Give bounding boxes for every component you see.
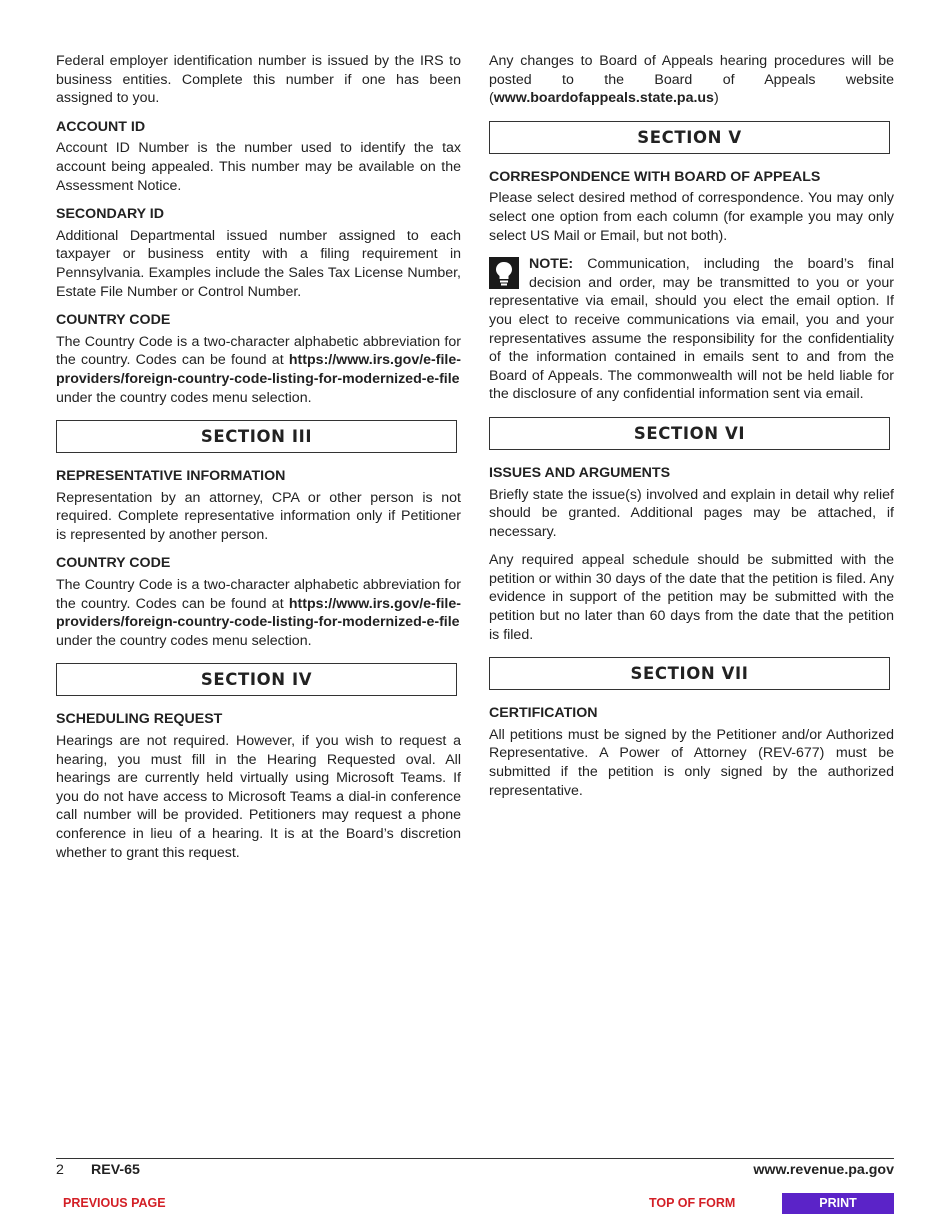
lightbulb-icon (489, 257, 519, 289)
section-vii-header: SECTION VII (489, 657, 890, 690)
form-id: REV-65 (91, 1162, 140, 1178)
certification-text: All petitions must be signed by the Petitioner and/or Authorized Representative. A Power of Attorney (REV-677) must be submitted if the petition is only signed by the authorized representative. (489, 726, 894, 799)
page-number: 2 (56, 1162, 64, 1178)
note-text: Communication, including the board’s final decision and order, may be transmitted to you or your representative via email, should you elect the email option. If you elect to receive communications via email, you and your representatives assume the responsibility for the confidentiality of the information contained in emails sent to and from the Board of Appeals. The commonwealth will not be held liable for the disclosure of any confidential information sent via email. (489, 256, 894, 403)
scheduling-text: Hearings are not required. However, if you wish to request a hearing, you must fill in the Hearing Requested oval. All hearings are currently held virtually using Microsoft Teams. If you do not have access to Microsoft Teams a dial-in conference call number will be provided. Petitioners may request a phone conference in lieu of a hearing. It is at the Board’s discretion whether to grant this request. (56, 733, 461, 861)
representative-text: Representation by an attorney, CPA or other person is not required. Complete representative information only if Petitioner is represented by another person. (56, 489, 461, 543)
country-code-text-after: under the country codes menu selection. (56, 389, 312, 406)
issues-heading: ISSUES AND ARGUMENTS (489, 464, 671, 481)
note-paragraph (489, 255, 894, 404)
section-vi-header: SECTION VI (489, 417, 890, 450)
footer-website[interactable]: www.revenue.pa.gov (753, 1162, 894, 1178)
section-iv-header: SECTION IV (56, 663, 457, 696)
country-code-2-text-before: The Country Code is a two-character alphabetic abbreviation for the country. Codes can be found at (56, 577, 461, 612)
country-code-link[interactable]: https://www.irs.gov/e-file-providers/foreign-country-code-listing-for-modernized-e-file (56, 352, 461, 387)
previous-page-button[interactable]: PREVIOUS PAGE (63, 1196, 166, 1210)
secondary-id-heading: SECONDARY ID (56, 206, 164, 223)
secondary-id-text: Additional Departmental issued number assigned to each taxpayer or business entity with a filing requirement in Pennsylvania. Examples include the Sales Tax License Number, Estate File Number or Control Number. (56, 227, 461, 300)
top-of-form-button[interactable]: TOP OF FORM (649, 1196, 736, 1210)
note-label: NOTE: (529, 256, 574, 273)
country-code-2-text-after: under the country codes menu selection. (56, 632, 312, 649)
issues-text-2: Any required appeal schedule should be submitted with the petition or within 30 days of the date that the petition is filed. Any evidence in support of the petition may be submitted with the petition but no later than 60 days from the date that the petition is filed. (489, 552, 894, 643)
footer-divider (56, 1158, 894, 1159)
correspondence-heading: CORRESPONDENCE WITH BOARD OF APPEALS (489, 168, 821, 185)
issues-text-1: Briefly state the issue(s) involved and explain in detail why relief should be granted. Additional pages may be attached, if necessary. (489, 486, 894, 540)
board-website-link[interactable]: www.boardofappeals.state.pa.us (493, 90, 714, 107)
country-code-heading: COUNTRY CODE (56, 312, 171, 329)
section-iii-header: SECTION III (56, 420, 457, 453)
account-id-heading: ACCOUNT ID (56, 118, 146, 135)
left-column (56, 52, 461, 872)
representative-heading: REPRESENTATIVE INFORMATION (56, 468, 286, 485)
country-code-link-2[interactable]: https://www.irs.gov/e-file-providers/foreign-country-code-listing-for-modernized-e-file (56, 595, 461, 631)
country-code-text-2 (56, 576, 461, 650)
certification-heading: CERTIFICATION (489, 705, 598, 722)
section-v-header: SECTION V (489, 121, 890, 154)
account-id-text: Account ID Number is the number used to identify the tax account being appealed. This number may be available on the Assessment Notice. (56, 140, 461, 194)
correspondence-text: Please select desired method of correspondence. You may only select one option from each column (for example you may only select US Mail or Email, but not both). (489, 190, 894, 244)
right-column (489, 52, 894, 810)
scheduling-heading: SCHEDULING REQUEST (56, 711, 223, 728)
board-website-intro (489, 52, 894, 108)
country-code-text (56, 333, 461, 407)
board-intro-before: Any changes to Board of Appeals hearing procedures will be posted to the Board of Appeals website ( (489, 53, 894, 107)
country-code-heading-2: COUNTRY CODE (56, 555, 171, 572)
fein-intro: Federal employer identification number is issued by the IRS to business entities. Complete this number if one has been assigned to you. (56, 53, 461, 107)
print-button[interactable]: PRINT (782, 1193, 894, 1214)
board-intro-after: ) (713, 90, 719, 107)
country-code-text-before: The Country Code is a two-character alphabetic abbreviation for the country. Codes can be found at (56, 333, 461, 369)
